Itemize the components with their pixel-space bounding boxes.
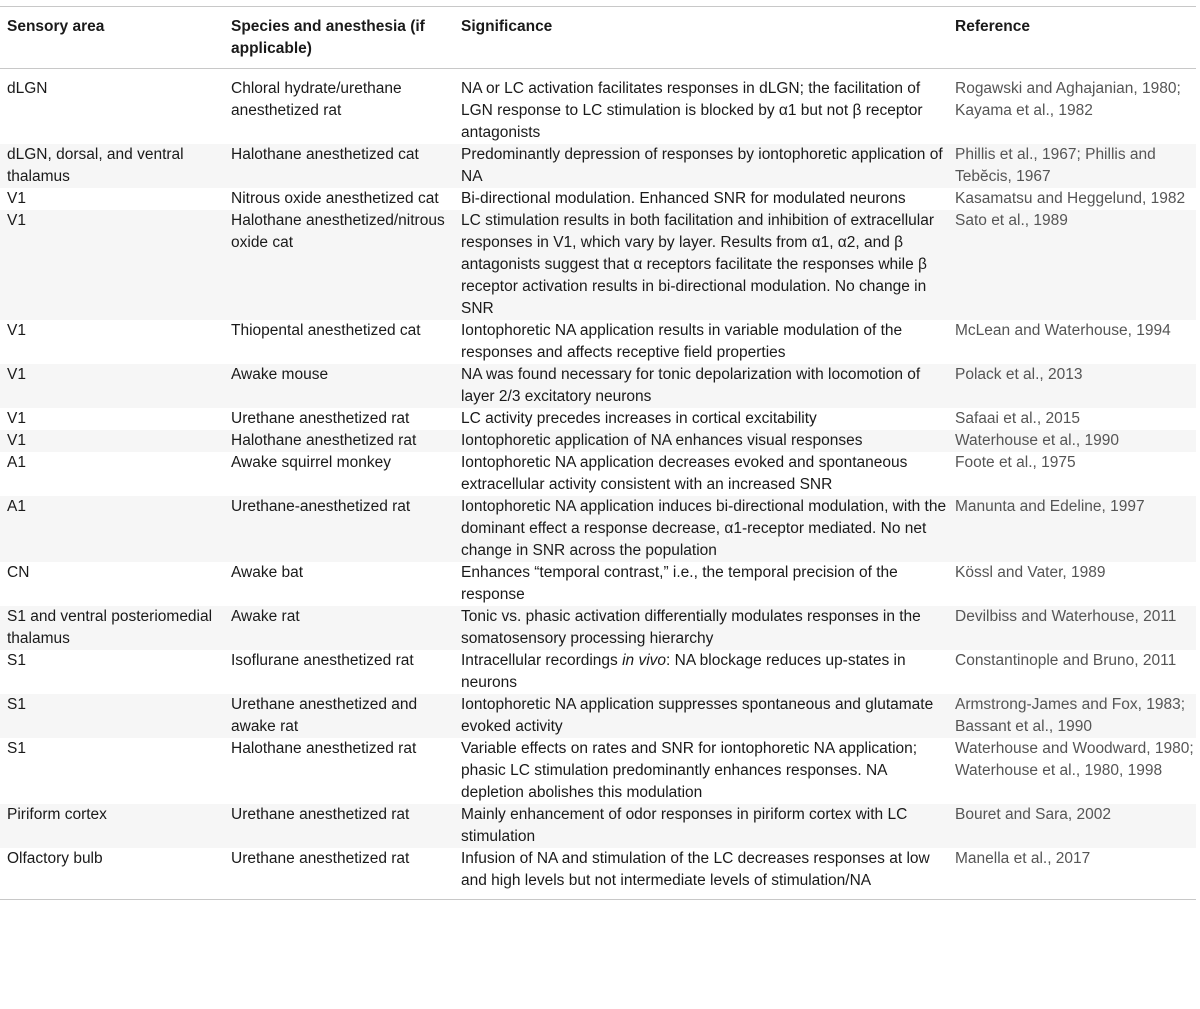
- cell-reference: Manunta and Edeline, 1997: [955, 498, 1145, 515]
- cell-significance: LC stimulation results in both facilitation and inhibition of extracellular responses in V1, which vary by layer. Results from α1, α2, and β antagonists suggest that α receptors facilitate the responses while β receptor activation results in bi-directional modulation. No change in SNR: [461, 212, 934, 317]
- cell-sensory-area: V1: [7, 432, 26, 449]
- cell-significance: Bi-directional modulation. Enhanced SNR for modulated neurons: [461, 190, 906, 207]
- table-row: [0, 694, 1196, 738]
- table-row: [0, 144, 1196, 188]
- cell-significance: Variable effects on rates and SNR for iontophoretic NA application; phasic LC stimulation predominantly enhances responses. NA depletion abolishes this modulation: [461, 740, 918, 801]
- cell-sensory-area: S1: [7, 740, 26, 757]
- significance-italic-text: in vivo: [622, 652, 667, 669]
- cell-significance: NA was found necessary for tonic depolarization with locomotion of layer 2/3 excitatory neurons: [461, 366, 921, 405]
- cell-significance: NA or LC activation facilitates responses in dLGN; the facilitation of LGN response to LC stimulation is blocked by α1 but not β receptor antagonists: [461, 80, 923, 141]
- cell-sensory-area: CN: [7, 564, 30, 581]
- cell-reference: McLean and Waterhouse, 1994: [955, 322, 1171, 339]
- cell-species: Chloral hydrate/urethane anesthetized rat: [231, 80, 402, 119]
- cell-reference: Safaai et al., 2015: [955, 410, 1080, 427]
- cell-sensory-area: V1: [7, 366, 26, 383]
- header-species: Species and anesthesia (if applicable): [224, 7, 454, 69]
- cell-significance: Tonic vs. phasic activation differentially modulates responses in the somatosensory processing hierarchy: [461, 608, 921, 647]
- table-row: [0, 562, 1196, 606]
- cell-species: Awake rat: [231, 608, 300, 625]
- table-row: [0, 848, 1196, 900]
- table-row: [0, 606, 1196, 650]
- cell-reference: Constantinople and Bruno, 2011: [955, 652, 1177, 669]
- cell-reference: Kasamatsu and Heggelund, 1982: [955, 190, 1186, 207]
- cell-species: Urethane anesthetized and awake rat: [231, 696, 418, 735]
- table-row: [0, 364, 1196, 408]
- cell-reference: Sato et al., 1989: [955, 212, 1068, 229]
- cell-species: Halothane anesthetized cat: [231, 146, 419, 163]
- cell-sensory-area: V1: [7, 190, 26, 207]
- table-row: [0, 452, 1196, 496]
- cell-reference: Kössl and Vater, 1989: [955, 564, 1106, 581]
- sensory-modulation-table: [0, 6, 1196, 900]
- cell-sensory-area: V1: [7, 410, 26, 427]
- cell-reference: Foote et al., 1975: [955, 454, 1076, 471]
- cell-species: Isoflurane anesthetized rat: [231, 652, 414, 669]
- cell-significance: Iontophoretic NA application decreases evoked and spontaneous extracellular activity consistent with an increased SNR: [461, 454, 908, 493]
- cell-sensory-area: S1: [7, 652, 26, 669]
- cell-species: Awake squirrel monkey: [231, 454, 391, 471]
- cell-significance: Predominantly depression of responses by iontophoretic application of NA: [461, 146, 943, 185]
- cell-species: Thiopental anesthetized cat: [231, 322, 421, 339]
- table-body: [0, 69, 1196, 900]
- cell-reference: Waterhouse et al., 1990: [955, 432, 1119, 449]
- cell-species: Awake mouse: [231, 366, 329, 383]
- cell-reference: Waterhouse and Woodward, 1980; Waterhouse et al., 1980, 1998: [955, 740, 1194, 779]
- cell-species: Nitrous oxide anesthetized cat: [231, 190, 439, 207]
- cell-sensory-area: Piriform cortex: [7, 806, 107, 823]
- significance-text-start: Intracellular recordings: [461, 652, 623, 669]
- cell-sensory-area: S1: [7, 696, 26, 713]
- cell-species: Urethane anesthetized rat: [231, 806, 410, 823]
- significance-text-end: : NA blockage reduces up-states in neurons: [461, 652, 906, 691]
- cell-species: Urethane anesthetized rat: [231, 410, 410, 427]
- cell-significance: Iontophoretic application of NA enhances visual responses: [461, 432, 863, 449]
- cell-significance: Infusion of NA and stimulation of the LC decreases responses at low and high levels but not intermediate levels of stimulation/NA: [454, 848, 948, 900]
- table-row: [0, 210, 1196, 320]
- cell-sensory-area: S1 and ventral posteriomedial thalamus: [7, 608, 213, 647]
- cell-significance: Iontophoretic NA application suppresses spontaneous and glutamate evoked activity: [461, 696, 934, 735]
- table-row: [0, 408, 1196, 430]
- table-row: [0, 69, 1196, 145]
- table-row: [0, 804, 1196, 848]
- header-row: [0, 7, 1196, 69]
- cell-significance: LC activity precedes increases in cortical excitability: [461, 410, 817, 427]
- table-row: [0, 188, 1196, 210]
- header-reference: Reference: [948, 7, 1196, 69]
- table-header: [0, 7, 1196, 69]
- cell-reference: Rogawski and Aghajanian, 1980; Kayama et al., 1982: [955, 80, 1181, 119]
- header-sensory-area: Sensory area: [0, 7, 224, 69]
- cell-sensory-area: dLGN, dorsal, and ventral thalamus: [7, 146, 184, 185]
- cell-species: Awake bat: [231, 564, 304, 581]
- cell-sensory-area: A1: [7, 454, 26, 471]
- cell-sensory-area: A1: [7, 498, 26, 515]
- table-row: [0, 320, 1196, 364]
- cell-species: Urethane-anesthetized rat: [231, 498, 411, 515]
- cell-sensory-area: V1: [7, 322, 26, 339]
- cell-reference: Armstrong-James and Fox, 1983; Bassant et al., 1990: [955, 696, 1186, 735]
- cell-reference: Polack et al., 2013: [955, 366, 1083, 383]
- header-significance: Significance: [454, 7, 948, 69]
- cell-species: Urethane anesthetized rat: [224, 848, 454, 900]
- cell-significance: [454, 650, 948, 694]
- cell-reference: Bouret and Sara, 2002: [955, 806, 1111, 823]
- cell-significance: Mainly enhancement of odor responses in piriform cortex with LC stimulation: [461, 806, 908, 845]
- cell-reference: Manella et al., 2017: [948, 848, 1196, 900]
- table-row: [0, 430, 1196, 452]
- table-row: [0, 738, 1196, 804]
- cell-significance: Iontophoretic NA application induces bi-directional modulation, with the dominant effect a response decrease, α1-receptor mediated. No net change in SNR across the population: [461, 498, 947, 559]
- cell-significance: Iontophoretic NA application results in variable modulation of the responses and affects receptive field properties: [461, 322, 903, 361]
- cell-species: Halothane anesthetized/nitrous oxide cat: [231, 212, 445, 251]
- cell-species: Halothane anesthetized rat: [231, 740, 417, 757]
- table-row: [0, 650, 1196, 694]
- cell-significance: Enhances “temporal contrast,” i.e., the temporal precision of the response: [461, 564, 898, 603]
- table-row: [0, 496, 1196, 562]
- cell-sensory-area: dLGN: [7, 80, 48, 97]
- cell-reference: Phillis et al., 1967; Phillis and Tebĕcis, 1967: [955, 146, 1156, 185]
- cell-species: Halothane anesthetized rat: [231, 432, 417, 449]
- cell-reference: Devilbiss and Waterhouse, 2011: [955, 608, 1177, 625]
- cell-sensory-area: V1: [7, 212, 26, 229]
- cell-sensory-area: Olfactory bulb: [0, 848, 224, 900]
